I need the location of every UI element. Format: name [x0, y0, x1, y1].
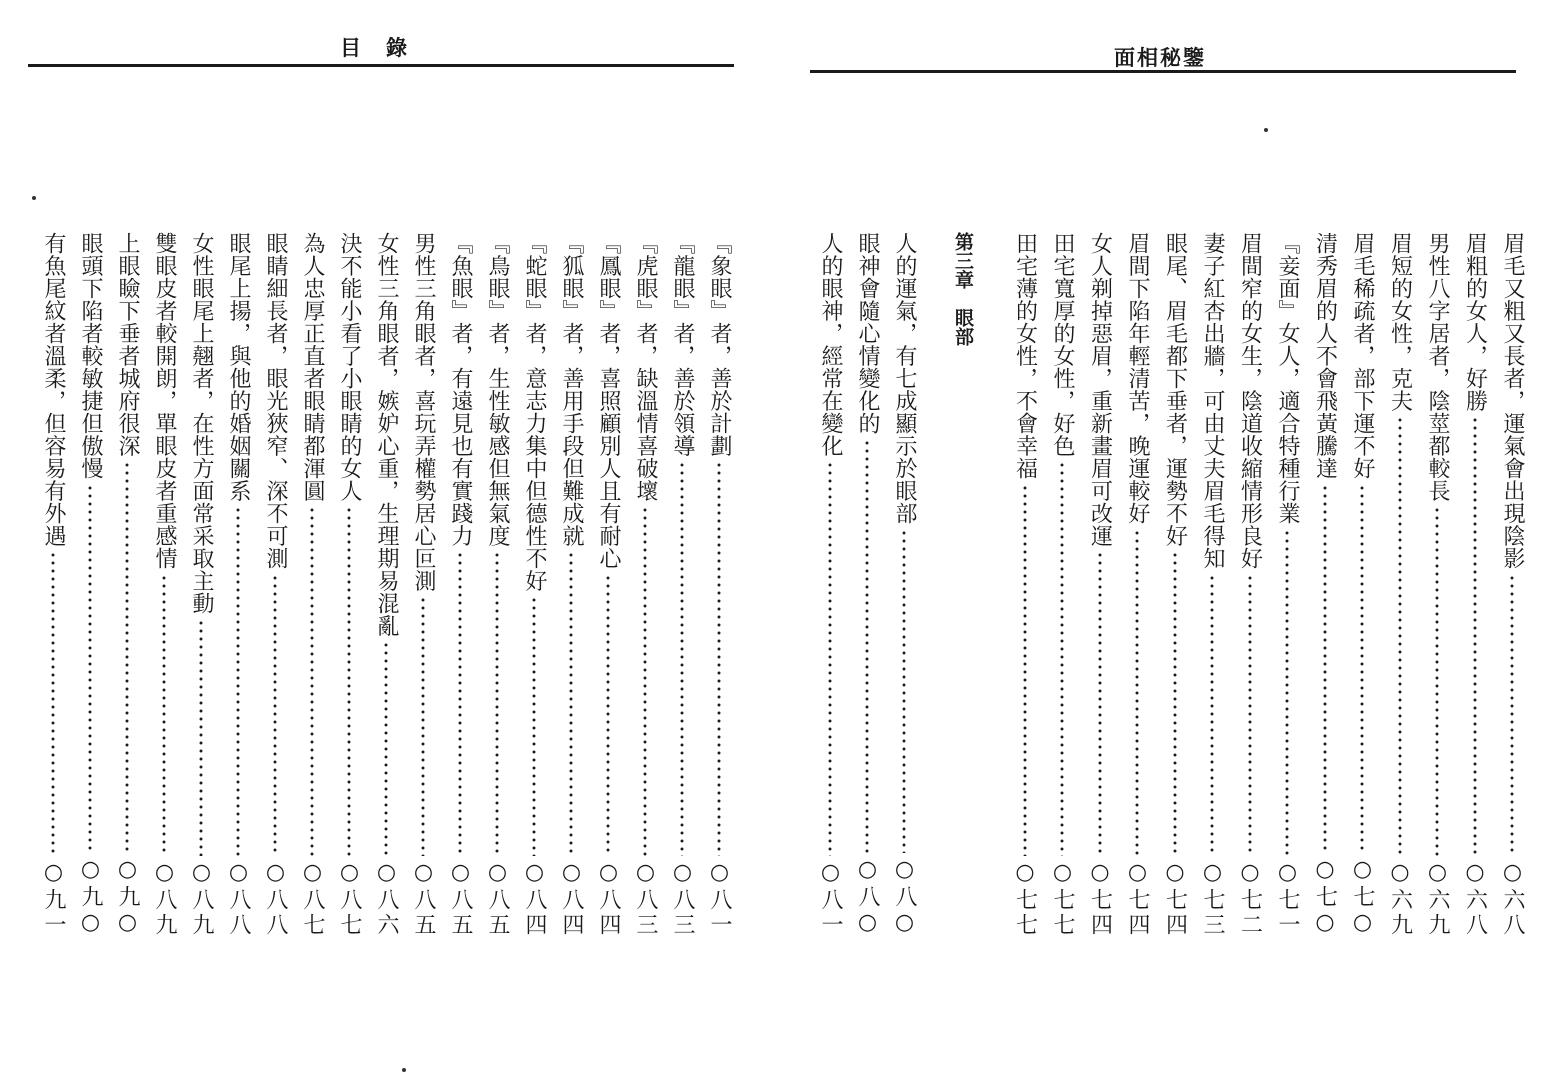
- toc-entry-title: 女性眼尾上翹者，在性方面常采取主動: [189, 232, 214, 615]
- toc-entry-title: 田宅薄的女性，不會幸福: [1012, 232, 1038, 480]
- chapter-heading: 第三章 眼部: [952, 232, 974, 346]
- toc-entry: [627, 232, 663, 938]
- toc-entry: [1457, 232, 1493, 938]
- print-speck: [1264, 128, 1268, 132]
- toc-entry-title: 眉毛稀疏者，部下運不好: [1350, 232, 1375, 480]
- dot-leader: [627, 506, 663, 856]
- dot-leader: [442, 551, 478, 856]
- toc-entry-page: ○七四: [1087, 860, 1113, 938]
- dot-leader: [886, 529, 922, 854]
- toc-entry: [479, 232, 515, 938]
- dot-leader: [516, 596, 552, 856]
- toc-entry: [109, 232, 145, 938]
- dot-leader: [479, 551, 515, 856]
- dot-leader: [1269, 529, 1305, 857]
- toc-entry-title: 眉粗的女人，好勝: [1462, 232, 1488, 412]
- toc-entry: [1044, 232, 1080, 938]
- dot-leader: [664, 461, 700, 856]
- toc-entry: [886, 232, 922, 938]
- toc-entry-page: ○八一: [818, 860, 843, 938]
- toc-entry-title: 眉短的女性，克夫: [1387, 232, 1413, 412]
- toc-entry: [146, 232, 182, 938]
- toc-entry-title: 為人忠厚正直者眼睛都渾圓: [300, 232, 325, 502]
- dot-leader: [1007, 484, 1043, 857]
- toc-entry-title: 有魚尾紋者溫柔，但容易有外遇: [41, 232, 66, 547]
- toc-entry-page: ○八九: [189, 860, 214, 938]
- dot-leader: [1307, 484, 1343, 854]
- toc-entry-title: 田宅寬厚的女性，好色: [1050, 232, 1075, 457]
- toc-entry-title: 『鳥眼』者，生性敏感但無氣度: [485, 232, 510, 547]
- toc-entry-title: 眉間窄的女生，陰道收縮情形良好: [1237, 232, 1263, 570]
- dot-leader: [1457, 416, 1493, 856]
- dot-leader: [1344, 484, 1380, 854]
- toc-entry-title: 眼尾上揚，與他的婚姻關系: [226, 232, 251, 502]
- toc-entry-page: ○八四: [522, 860, 547, 938]
- toc-entry-page: ○九○: [78, 857, 103, 938]
- toc-entry: [1157, 232, 1193, 938]
- toc-entry-page: ○七二: [1237, 860, 1263, 938]
- toc-entry: [1007, 232, 1043, 938]
- dot-leader: [220, 506, 256, 856]
- toc-entry-title: 『狐眼』者，善用手段但難成就: [559, 232, 584, 547]
- dot-leader: [553, 551, 589, 856]
- toc-entry-page: ○七○: [1312, 857, 1338, 938]
- toc-entry-title: 男性八字居者，陰莖都較長: [1425, 232, 1450, 502]
- toc-entry: [1269, 232, 1305, 938]
- toc-entry-title: 清秀眉的人不會飛黃騰達: [1312, 232, 1338, 480]
- toc-entry: [1494, 232, 1530, 938]
- toc-entry-title: 『妾面』女人，適合特種行業: [1275, 232, 1300, 525]
- toc-entry-title: 雙眼皮者較開朗，單眼皮者重感情: [152, 232, 177, 570]
- print-speck: [32, 196, 36, 200]
- toc-entry-page: ○七一: [1275, 860, 1300, 938]
- dot-leader: [1157, 551, 1193, 856]
- dot-leader: [1419, 506, 1455, 856]
- dot-leader: [294, 506, 330, 856]
- dot-leader: [183, 619, 219, 857]
- toc-entry: [849, 232, 885, 938]
- toc-entry-title: 人的運氣，有七成顯示於眼部: [892, 232, 917, 525]
- toc-entry: [442, 232, 478, 938]
- toc-entry-title: 眉間下陷年輕清苦，晚運較好: [1125, 232, 1150, 525]
- toc-entry-page: ○八○: [892, 857, 917, 938]
- toc-entry-page: ○七七: [1012, 860, 1038, 938]
- toc-entry-page: ○八八: [263, 860, 288, 938]
- toc-entry-page: ○七四: [1162, 860, 1188, 938]
- toc-entry: [1419, 232, 1455, 938]
- toc-entry-page: ○八五: [448, 860, 473, 938]
- dot-leader: [405, 596, 441, 856]
- toc-entry-title: 上眼瞼下垂者城府很深: [115, 232, 140, 457]
- left-header-rule: [28, 64, 734, 67]
- toc-entry: [1232, 232, 1268, 938]
- toc-entry-title: 女性三角眼者，嫉妒心重，生理期易混亂: [374, 232, 399, 637]
- toc-entry: [1082, 232, 1118, 938]
- toc-entry-page: ○七三: [1200, 860, 1225, 938]
- toc-entry-title: 人的眼神，經常在變化: [818, 232, 843, 457]
- toc-entry-page: ○八八: [226, 860, 251, 938]
- toc-entry-title: 『象眼』者，善於計劃: [707, 232, 732, 457]
- toc-entry: [72, 232, 108, 938]
- toc-entry-title: 決不能小看了小眼睛的女人: [337, 232, 362, 502]
- toc-entry-page: ○九一: [41, 860, 66, 938]
- toc-entry-page: ○六九: [1387, 860, 1413, 938]
- dot-leader: [590, 574, 626, 857]
- dot-leader: [146, 574, 182, 857]
- toc-entry: [590, 232, 626, 938]
- toc-entry-page: ○八七: [300, 860, 325, 938]
- toc-entry-title: 眼頭下陷者較敏捷但傲慢: [78, 232, 103, 480]
- dot-leader: [257, 574, 293, 857]
- dot-leader: [812, 461, 848, 856]
- left-page-header: 目 錄: [340, 35, 409, 60]
- toc-entry: [1194, 232, 1230, 938]
- toc-entry: [331, 232, 367, 938]
- toc-entry-title: 『虎眼』者，缺溫情喜破壞: [633, 232, 658, 502]
- toc-entry-page: ○八五: [411, 860, 436, 938]
- toc-entry-title: 眼睛細長者，眼光狹窄、深不可測: [263, 232, 288, 570]
- toc-entry-title: 眼尾、眉毛都下垂者，運勢不好: [1162, 232, 1188, 547]
- right-page-header: 面相秘鑒: [1114, 45, 1206, 70]
- toc-entry-page: ○八○: [855, 857, 880, 938]
- toc-entry-page: ○八七: [337, 860, 362, 938]
- toc-entry-page: ○八一: [707, 860, 732, 938]
- toc-entry: [368, 232, 404, 938]
- toc-entry: [1307, 232, 1343, 938]
- dot-leader: [1232, 574, 1268, 857]
- toc-entry: [553, 232, 589, 938]
- dot-leader: [72, 484, 108, 854]
- dot-leader: [331, 506, 367, 856]
- print-speck: [402, 1068, 406, 1072]
- dot-leader: [35, 551, 71, 856]
- dot-leader: [1382, 416, 1418, 856]
- toc-entry-page: ○八九: [152, 860, 177, 938]
- toc-entry-page: ○八六: [374, 860, 399, 938]
- toc-entry: [220, 232, 256, 938]
- toc-entry-title: 『蛇眼』者，意志力集中但德性不好: [522, 232, 547, 592]
- toc-entry-page: ○八三: [670, 860, 695, 938]
- dot-leader: [109, 461, 145, 853]
- toc-entry-page: ○七○: [1350, 857, 1375, 938]
- toc-entry: [1382, 232, 1418, 938]
- toc-entry: [1119, 232, 1155, 938]
- toc-entry-page: ○八三: [633, 860, 658, 938]
- toc-entry-title: 女人剃掉惡眉，重新畫眉可改運: [1087, 232, 1113, 547]
- toc-entry-page: ○九○: [115, 857, 140, 938]
- toc-entry: [35, 232, 71, 938]
- toc-entry-page: ○六八: [1500, 860, 1525, 938]
- toc-entry-title: 『魚眼』者，有遠見也有實踐力: [448, 232, 473, 547]
- toc-entry: [183, 232, 219, 938]
- dot-leader: [368, 641, 404, 856]
- toc-entry-page: ○七七: [1050, 860, 1075, 938]
- toc-entry: [664, 232, 700, 938]
- toc-entry-page: ○八四: [596, 860, 621, 938]
- toc-entry: [294, 232, 330, 938]
- toc-entry: [812, 232, 848, 938]
- toc-entry-title: 眼神會隨心情變化的: [855, 232, 880, 435]
- toc-entry-title: 妻子紅杏出牆，可由丈夫眉毛得知: [1200, 232, 1225, 570]
- dot-leader: [849, 439, 885, 854]
- dot-leader: [1119, 529, 1155, 857]
- toc-entry-title: 眉毛又粗又長者，運氣會出現陰影: [1500, 232, 1525, 570]
- toc-entry: [701, 232, 737, 938]
- toc-entry-page: ○六九: [1425, 860, 1450, 938]
- dot-leader: [1082, 551, 1118, 856]
- dot-leader: [1194, 574, 1230, 857]
- toc-entry: [1344, 232, 1380, 938]
- toc-entry: [405, 232, 441, 938]
- toc-entry: [257, 232, 293, 938]
- dot-leader: [701, 461, 737, 856]
- toc-entry: [516, 232, 552, 938]
- dot-leader: [1494, 574, 1530, 857]
- toc-entry-title: 男性三角眼者，喜玩弄權勢居心叵測: [411, 232, 436, 592]
- toc-entry-title: 『鳳眼』者，喜照顧別人且有耐心: [596, 232, 621, 570]
- toc-entry-page: ○六八: [1462, 860, 1488, 938]
- toc-entry-page: ○七四: [1125, 860, 1150, 938]
- toc-entry-page: ○八五: [485, 860, 510, 938]
- toc-entry-title: 『龍眼』者，善於領導: [670, 232, 695, 457]
- dot-leader: [1044, 461, 1080, 856]
- right-header-rule: [810, 70, 1516, 73]
- toc-entry-page: ○八四: [559, 860, 584, 938]
